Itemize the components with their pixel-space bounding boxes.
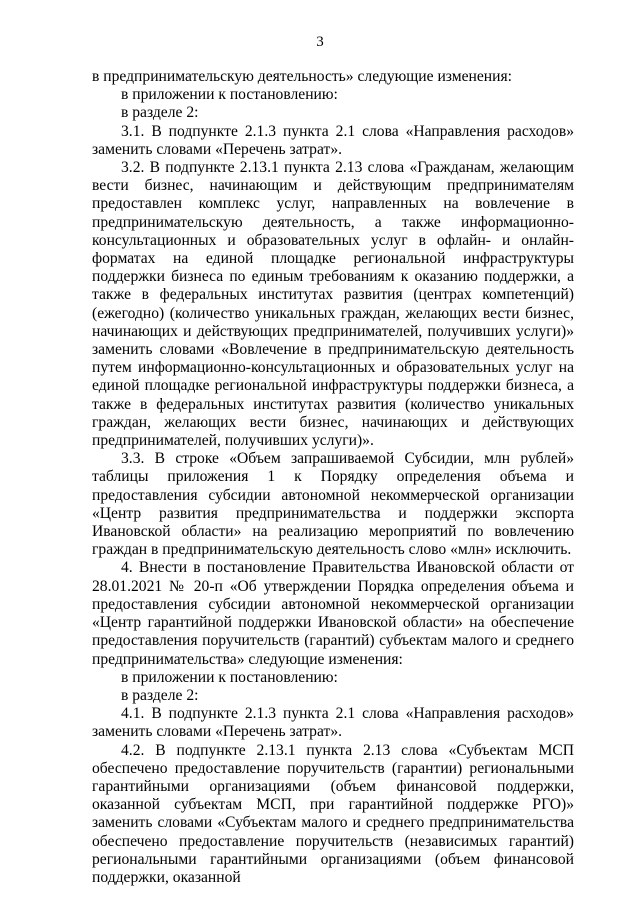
paragraph: 3.1. В подпункте 2.1.3 пункта 2.1 слова «Направления расходов» заменить словами «Перечень затрат». [92,122,574,158]
paragraph: в приложении к постановлению: [121,86,338,104]
paragraph: 3.2. В подпункте 2.13.1 пункта 2.13 слова «Гражданам, желающим вести бизнес, начинающим и действующим предпринимателям предоставлен комплекс услуг, направленных на вовлечение в предпринимательскую деятельность, а также информационно-консультационных и образовательных услуг в офлайн- и онлайн-форматах на единой площадке региональной инфраструктуры поддержки бизнеса по единым требованиям к оказанию поддержки, а также в федеральных институтах развития (центрах компетенций) (ежегодно) (количество уникальных граждан, желающих вести бизнес, начинающих и действующих предпринимателей, получивших услуги)» заменить словами «Вовлечение в предпринимательскую деятельность путем информационно-консультационных и образовательных услуг на единой площадке региональной инфраструктуры поддержки бизнеса, а также в федеральных институтах развития (количество уникальных граждан, желающих вести бизнес, начинающих и действующих предпринимателей, получивших услуги)». [92,159,574,450]
page-number: 3 [316,34,324,50]
paragraph: в предпринимательскую деятельность» следующие изменения: [92,68,512,85]
paragraph: 3.3. В строке «Объем запрашиваемой Субсидии, млн рублей» таблицы приложения 1 к Порядку определения объема и предоставления субсидии автономной некоммерческой организации «Центр развития предпринимательства и поддержки экспорта Ивановской области» на реализацию мероприятий по вовлечению граждан в предпринимательскую деятельность слово «млн» исключить. [92,450,574,559]
paragraph: в приложении к постановлению: [121,668,338,686]
paragraph: в разделе 2: [121,686,199,704]
document-body [92,68,574,887]
paragraph: 4.1. В подпункте 2.1.3 пункта 2.1 слова «Направления расходов» заменить словами «Перечень затрат». [92,705,574,741]
paragraph: в разделе 2: [121,104,199,122]
paragraph: 4.2. В подпункте 2.13.1 пункта 2.13 слова «Субъектам МСП обеспечено предоставление поручительств (гарантии) региональными гарантийными организациями (объем финансовой поддержки, оказанной субъектам МСП, при гарантийной поддержке РГО)» заменить словами «Субъектам малого и среднего предпринимательства обеспечено предоставление поручительств (независимых гарантий) региональными гарантийными организациями (объем финансовой поддержки, оказанной [92,741,574,886]
paragraph: 4. Внести в постановление Правительства Ивановской области от 28.01.2021 № 20-п «Об утверждении Порядка определения объема и предоставления субсидии автономной некоммерческой организации «Центр гарантийной поддержки Ивановской области» на обеспечение предоставления поручительств (гарантий) субъектам малого и среднего предпринимательства» следующие изменения: [92,559,574,668]
